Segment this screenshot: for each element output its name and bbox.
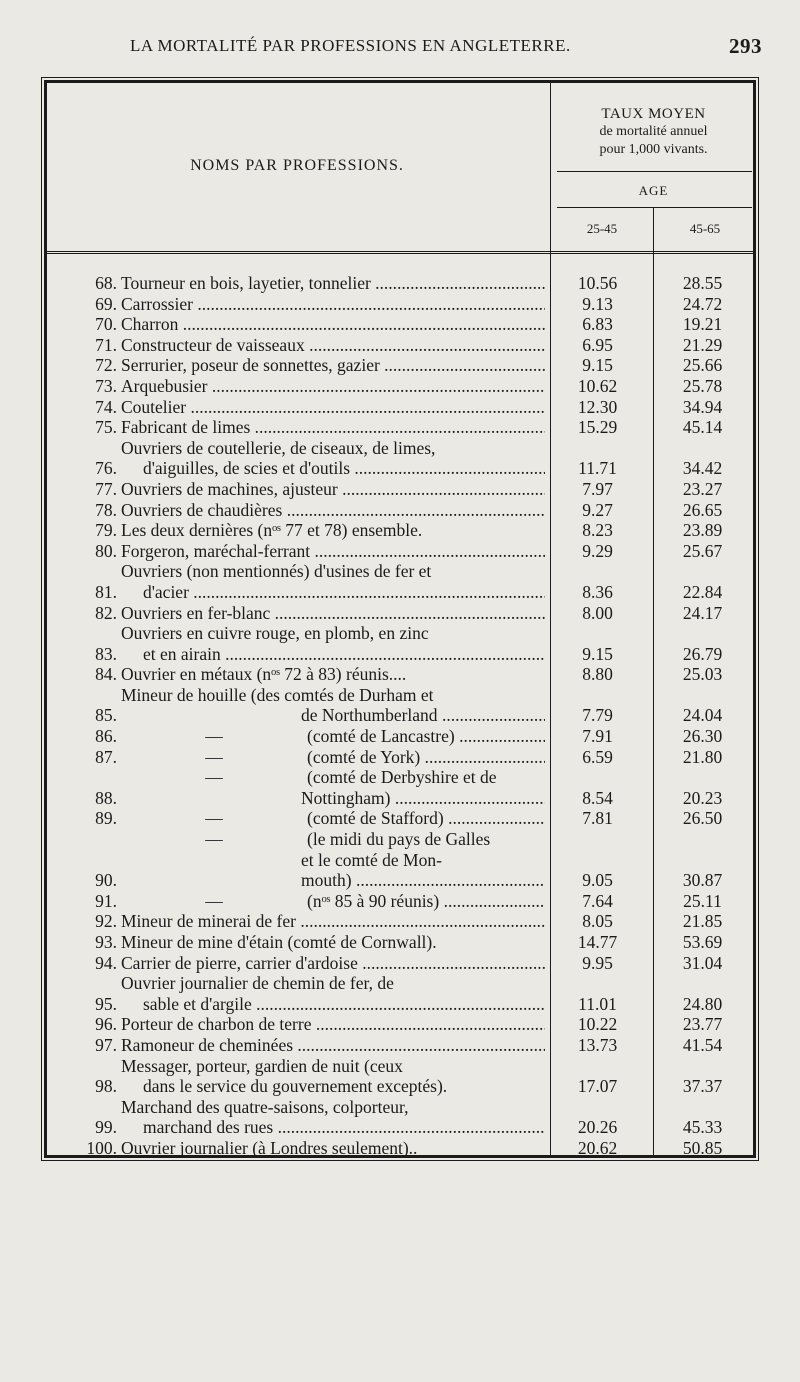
row-number: 86.	[95, 726, 117, 747]
profession-line: Mineur de houille (des comtés de Durham et	[121, 684, 434, 705]
profession-line: Mineur de mine d'étain (comté de Cornwall).	[121, 932, 437, 952]
profession-line: Ouvriers de machines, ajusteur	[121, 478, 338, 499]
profession-name	[117, 623, 545, 664]
row-number: 90.	[95, 870, 117, 891]
table-row	[47, 1014, 753, 1035]
ditto-dash: —	[205, 746, 223, 767]
running-title: LA MORTALITÉ PAR PROFESSIONS EN ANGLETERRE.	[130, 36, 571, 55]
rate-45-65: 24.80	[682, 993, 723, 1014]
table-row	[47, 808, 753, 829]
rate-45-65: 23.89	[682, 520, 723, 541]
profession-line: Ouvriers de chaudières	[121, 499, 283, 520]
row-number: 93.	[95, 932, 117, 952]
profession-line: Ouvriers en fer-blanc	[121, 602, 271, 623]
rate-45-65: 26.65	[682, 499, 723, 520]
profession-line: et en airain	[143, 643, 221, 664]
profession-name	[117, 561, 545, 602]
rate-45-65: 20.23	[682, 787, 723, 808]
profession-line: Constructeur de vaisseaux	[121, 334, 305, 355]
row-number: 87.	[95, 746, 117, 767]
rate-25-45: 7.91	[582, 726, 613, 747]
profession-name	[117, 1097, 545, 1138]
table-row	[47, 417, 753, 438]
profession-name	[117, 1035, 545, 1056]
profession-name	[117, 417, 545, 438]
table-body	[47, 273, 753, 1159]
profession-line: Ouvrier journalier de chemin de fer, de	[121, 973, 394, 994]
profession-line: Les deux dernières (nᵒˢ 77 et 78) ensemble.	[121, 520, 423, 541]
profession-name	[117, 1138, 545, 1159]
profession-name	[117, 355, 545, 376]
rate-25-45: 20.62	[577, 1137, 618, 1158]
age-rule	[557, 207, 752, 208]
table-row	[47, 603, 753, 624]
profession-line: d'acier	[143, 581, 189, 602]
rate-25-45: 7.79	[582, 705, 613, 726]
rate-25-45: 8.23	[582, 520, 613, 541]
rate-25-45: 9.95	[582, 952, 613, 973]
profession-name	[117, 808, 545, 829]
profession-name	[117, 664, 545, 685]
table-row	[47, 500, 753, 521]
profession-name	[117, 685, 545, 726]
profession-line: (le midi du pays de Galles	[307, 829, 491, 850]
profession-name	[117, 335, 545, 356]
table-row	[47, 541, 753, 562]
ditto-dash: —	[205, 890, 223, 911]
row-number: 74.	[95, 396, 117, 417]
table-row	[47, 1056, 753, 1097]
row-number: 83.	[95, 643, 117, 664]
table-row	[47, 685, 753, 726]
rate-25-45: 8.05	[582, 911, 613, 932]
ditto-dash: —	[205, 726, 223, 747]
rate-25-45: 20.26	[577, 1117, 618, 1138]
rate-45-65: 30.87	[682, 870, 723, 891]
rate-25-45: 10.56	[577, 273, 618, 293]
table-row	[47, 376, 753, 397]
profession-line: Serrurier, poseur de sonnettes, gazier	[121, 355, 380, 376]
profession-line: (comté de Lancastre)	[307, 726, 455, 747]
row-number: 80.	[95, 540, 117, 561]
profession-line: Carrossier	[121, 293, 193, 314]
rate-25-45: 6.95	[582, 334, 613, 355]
rate-45-65: 22.84	[682, 581, 723, 602]
table-row	[47, 623, 753, 664]
table-row	[47, 747, 753, 768]
rate-25-45: 7.97	[582, 478, 613, 499]
rate-25-45: 14.77	[577, 932, 618, 952]
profession-name	[117, 376, 545, 397]
profession-name	[117, 829, 545, 891]
rate-45-65: 23.27	[682, 478, 723, 499]
rate-45-65: 25.11	[683, 890, 722, 911]
row-number: 73.	[95, 375, 117, 396]
rate-45-65: 19.21	[682, 314, 723, 335]
profession-name	[117, 397, 545, 418]
ditto-dash: —	[205, 808, 223, 829]
rate-45-65: 26.50	[682, 808, 723, 829]
rate-45-65: 26.30	[682, 726, 723, 747]
rate-45-65: 23.77	[682, 1014, 723, 1035]
profession-name	[117, 932, 545, 953]
table-row	[47, 335, 753, 356]
rate-rule	[557, 171, 752, 172]
rate-45-65: 21.80	[682, 746, 723, 767]
rate-25-45: 15.29	[577, 417, 618, 438]
table-row	[47, 932, 753, 953]
profession-name	[117, 726, 545, 747]
table-row	[47, 911, 753, 932]
table-row	[47, 520, 753, 541]
profession-line: Ouvrier journalier (à Londres seulement)..	[121, 1137, 418, 1158]
profession-name	[117, 314, 545, 335]
row-number: 91.	[95, 890, 117, 911]
table-row	[47, 726, 753, 747]
profession-line: Ouvrier en métaux (nᵒˢ 72 à 83) réunis....	[121, 664, 407, 685]
running-header	[130, 36, 770, 66]
profession-line: de Northumberland	[301, 705, 438, 726]
row-number: 100.	[86, 1137, 117, 1158]
row-number: 70.	[95, 314, 117, 335]
profession-line: Charron	[121, 314, 179, 335]
rate-45-65: 53.69	[682, 932, 723, 952]
rate-25-45: 7.64	[582, 890, 613, 911]
row-number: 78.	[95, 499, 117, 520]
row-number: 76.	[95, 458, 117, 479]
row-number: 81.	[95, 581, 117, 602]
rate-25-45: 9.15	[582, 355, 613, 376]
rate-25-45: 13.73	[577, 1034, 618, 1055]
rate-45-65: 21.29	[682, 334, 723, 355]
table-row	[47, 1035, 753, 1056]
rate-25-45: 6.83	[582, 314, 613, 335]
rate-45-65: 25.66	[682, 355, 723, 376]
rate-25-45: 11.71	[578, 458, 617, 479]
table-row	[47, 1097, 753, 1138]
row-number: 82.	[95, 602, 117, 623]
profession-line: dans le service du gouvernement exceptés).	[143, 1076, 448, 1097]
profession-name	[117, 911, 545, 932]
row-number: 89.	[95, 808, 117, 829]
row-number: 69.	[95, 293, 117, 314]
profession-line: (comté de Stafford)	[307, 808, 444, 829]
profession-name	[117, 479, 545, 500]
rate-25-45: 9.05	[582, 870, 613, 891]
row-number: 95.	[95, 993, 117, 1014]
rate-45-65: 21.85	[682, 911, 723, 932]
table-row	[47, 294, 753, 315]
profession-name	[117, 1014, 545, 1035]
profession-line: Porteur de charbon de terre	[121, 1014, 312, 1035]
rate-25-45: 17.07	[577, 1076, 618, 1097]
rate-45-65: 41.54	[682, 1034, 723, 1055]
row-number: 79.	[95, 520, 117, 541]
row-number: 75.	[95, 417, 117, 438]
table-row	[47, 953, 753, 974]
rate-25-45: 8.36	[582, 581, 613, 602]
rate-25-45: 12.30	[577, 396, 618, 417]
row-number: 94.	[95, 952, 117, 973]
table-row	[47, 891, 753, 912]
rate-45-65: 24.17	[682, 602, 723, 623]
rate-45-65: 45.33	[682, 1117, 723, 1138]
profession-name	[117, 973, 545, 1014]
rate-25-45: 10.22	[577, 1014, 618, 1035]
profession-name	[117, 541, 545, 562]
profession-line: (comté de York)	[307, 746, 421, 767]
ditto-dash: —	[205, 767, 223, 788]
profession-name	[117, 273, 545, 294]
table-row	[47, 829, 753, 891]
profession-line: (nᵒˢ 85 à 90 réunis)	[307, 890, 440, 911]
rate-25-45: 8.80	[582, 664, 613, 685]
rate-25-45: 7.81	[582, 808, 613, 829]
table-row	[47, 479, 753, 500]
profession-name	[117, 603, 545, 624]
profession-line: Arquebusier	[121, 375, 208, 396]
rate-45-65: 28.55	[682, 273, 723, 293]
profession-name	[117, 500, 545, 521]
row-number: 98.	[95, 1076, 117, 1097]
profession-line: Mineur de minerai de fer	[121, 911, 296, 932]
rate-45-65: 26.79	[682, 643, 723, 664]
row-number: 96.	[95, 1014, 117, 1035]
table-row	[47, 397, 753, 418]
profession-name	[117, 294, 545, 315]
profession-line: et le comté de Mon-	[301, 849, 442, 870]
rate-45-65: 24.04	[682, 705, 723, 726]
rate-45-65: 31.04	[682, 952, 723, 973]
column-header-age-25-45: 25-45	[586, 221, 618, 236]
rate-25-45: 10.62	[577, 375, 618, 396]
profession-line: Marchand des quatre-saisons, colporteur,	[121, 1096, 409, 1117]
profession-name	[117, 767, 545, 808]
rate-45-65: 50.85	[682, 1137, 723, 1158]
rate-45-65: 25.03	[682, 664, 723, 685]
table-row	[47, 973, 753, 1014]
rate-45-65: 37.37	[682, 1076, 723, 1097]
profession-line: Coutelier	[121, 396, 187, 417]
rate-title: TAUX MOYEN	[601, 106, 706, 122]
profession-name	[117, 438, 545, 479]
table-row	[47, 355, 753, 376]
row-number: 99.	[95, 1117, 117, 1138]
profession-line: sable et d'argile	[143, 993, 252, 1014]
column-header-age-45-65: 45-65	[689, 221, 721, 236]
table-row	[47, 1138, 753, 1159]
rate-45-65: 34.94	[682, 396, 723, 417]
table-row	[47, 664, 753, 685]
row-number: 68.	[95, 273, 117, 293]
profession-line: Fabricant de limes	[121, 417, 251, 438]
profession-name	[117, 953, 545, 974]
rate-25-45: 9.27	[582, 499, 613, 520]
profession-line: Tourneur en bois, layetier, tonnelier	[121, 273, 371, 293]
profession-line: mouth)	[301, 870, 352, 891]
profession-line: Carrier de pierre, carrier d'ardoise	[121, 952, 358, 973]
page-number: 293	[729, 34, 762, 58]
rate-25-45: 11.01	[578, 993, 617, 1014]
row-number: 85.	[95, 705, 117, 726]
row-number: 84.	[95, 664, 117, 685]
profession-name	[117, 747, 545, 768]
rate-25-45: 9.29	[582, 540, 613, 561]
profession-line: (comté de Derbyshire et de	[307, 767, 497, 788]
profession-line: Nottingham)	[301, 787, 391, 808]
rate-25-45: 9.13	[582, 293, 613, 314]
rate-25-45: 9.15	[582, 643, 613, 664]
table-row	[47, 314, 753, 335]
rate-25-45: 8.54	[582, 787, 613, 808]
rate-45-65: 24.72	[682, 293, 723, 314]
mortality-table	[44, 80, 756, 1158]
profession-line: d'aiguilles, de scies et d'outils	[143, 458, 351, 479]
profession-line: Forgeron, maréchal-ferrant	[121, 540, 311, 561]
rate-subtitle-1: de mortalité annuel	[599, 124, 708, 139]
row-number: 88.	[95, 787, 117, 808]
ditto-dash: —	[205, 829, 223, 850]
rate-25-45: 8.00	[582, 602, 613, 623]
table-row	[47, 273, 753, 294]
column-header-rate	[551, 105, 756, 159]
profession-name	[117, 891, 545, 912]
profession-line: Messager, porteur, gardien de nuit (ceux	[121, 1055, 403, 1076]
row-number: 97.	[95, 1034, 117, 1055]
profession-line: Ouvriers en cuivre rouge, en plomb, en zinc	[121, 623, 429, 644]
profession-line: Ramoneur de cheminées	[121, 1034, 294, 1055]
table-row	[47, 561, 753, 602]
table-row	[47, 767, 753, 808]
column-header-age: AGE	[638, 183, 669, 198]
column-header-names: NOMS PAR PROFESSIONS.	[190, 157, 404, 174]
profession-line: marchand des rues	[143, 1117, 274, 1138]
row-number: 92.	[95, 911, 117, 932]
profession-name	[117, 520, 545, 541]
rate-25-45: 6.59	[582, 746, 613, 767]
rate-45-65: 25.67	[682, 540, 723, 561]
table-row	[47, 438, 753, 479]
rate-45-65: 34.42	[682, 458, 723, 479]
table-header	[47, 83, 753, 254]
profession-name	[117, 1056, 545, 1097]
rate-45-65: 45.14	[682, 417, 723, 438]
rate-subtitle-2: pour 1,000 vivants.	[599, 142, 708, 157]
rate-45-65: 25.78	[682, 375, 723, 396]
row-number: 71.	[95, 334, 117, 355]
row-number: 77.	[95, 478, 117, 499]
profession-line: Ouvriers de coutellerie, de ciseaux, de limes,	[121, 437, 436, 458]
profession-line: Ouvriers (non mentionnés) d'usines de fer et	[121, 561, 432, 582]
row-number: 72.	[95, 355, 117, 376]
